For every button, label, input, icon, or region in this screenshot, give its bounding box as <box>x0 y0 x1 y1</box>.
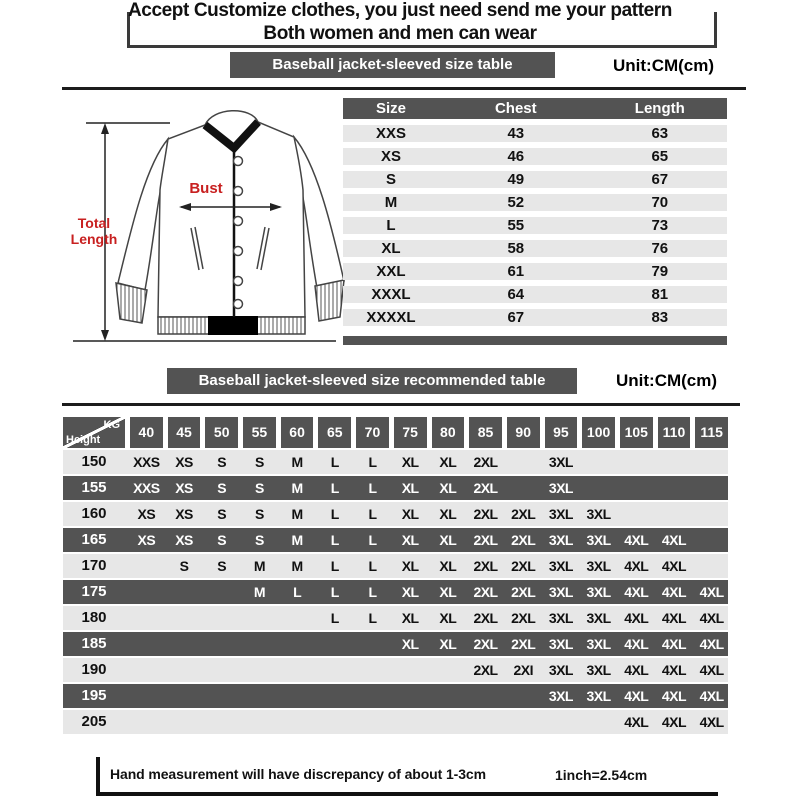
size-value-cell: L <box>368 558 377 574</box>
size-value-cell: 4XL <box>699 688 724 704</box>
recommended-table-row <box>63 580 728 604</box>
size-value-cell <box>356 710 389 734</box>
size-value-cell: XL <box>401 480 419 496</box>
size-value-cell: 2XL <box>473 558 498 574</box>
size-value-cell <box>394 710 427 734</box>
size-value-cell: M <box>253 584 265 600</box>
size-value-cell: 3XL <box>586 532 611 548</box>
size-value-cell: S <box>254 480 264 496</box>
size-cell: L <box>386 217 396 234</box>
recommended-table-row <box>63 450 728 474</box>
chest-cell: 46 <box>507 148 525 165</box>
size-value-cell <box>205 580 238 604</box>
size-value-cell <box>658 476 691 500</box>
size-value-cell: 3XL <box>548 532 573 548</box>
size-value-cell: 2XL <box>511 610 536 626</box>
customize-note-line1: Accept Customize clothes, you just need send me your pattern <box>127 0 672 21</box>
customize-note-line2: Both women and men can wear <box>263 23 537 44</box>
chest-cell: 52 <box>507 194 525 211</box>
length-cell: 70 <box>651 194 669 211</box>
recommended-table-row <box>63 528 728 552</box>
size-value-cell <box>168 632 201 656</box>
size-value-cell: 4XL <box>624 558 649 574</box>
size-value-cell <box>130 606 163 630</box>
weight-header-cell: 95 <box>545 417 578 448</box>
size-value-cell: 2XL <box>473 506 498 522</box>
footer-left-bar <box>96 757 100 793</box>
size-value-cell <box>130 710 163 734</box>
size-value-cell: S <box>254 454 264 470</box>
size-value-cell: 3XL <box>586 558 611 574</box>
size-value-cell: 2XL <box>511 558 536 574</box>
size-value-cell <box>281 606 314 630</box>
size-value-cell: XXS <box>133 480 160 496</box>
weight-header-cell: 55 <box>243 417 276 448</box>
recommended-table-row <box>63 554 728 578</box>
height-label-cell: 195 <box>81 687 107 704</box>
size-value-cell <box>695 476 728 500</box>
corner-height-label: Height <box>66 434 101 446</box>
jacket-diagram <box>48 95 348 357</box>
size-table-banner: Baseball jacket-sleeved size table <box>230 52 555 78</box>
size-value-cell: L <box>368 610 377 626</box>
size-value-cell: XL <box>439 636 457 652</box>
size-value-cell <box>130 554 163 578</box>
size-value-cell: 3XL <box>548 558 573 574</box>
size-value-cell <box>620 502 653 526</box>
size-value-cell: XS <box>137 506 156 522</box>
size-value-cell: S <box>179 558 189 574</box>
size-value-cell: 4XL <box>624 714 649 730</box>
recommended-table-row <box>63 476 728 500</box>
weight-header-cell: 80 <box>432 417 465 448</box>
size-value-cell: 2XL <box>473 662 498 678</box>
size-value-cell: S <box>217 532 227 548</box>
size-value-cell <box>658 502 691 526</box>
size-value-cell: XL <box>439 558 457 574</box>
size-value-cell <box>281 658 314 682</box>
size-value-cell: L <box>368 532 377 548</box>
height-label-cell: 180 <box>81 609 107 626</box>
size-value-cell: 3XL <box>548 506 573 522</box>
size-value-cell: M <box>291 558 303 574</box>
size-value-cell: S <box>254 532 264 548</box>
size-value-cell: XS <box>175 480 193 496</box>
size-value-cell: S <box>217 558 227 574</box>
size-table-body <box>343 125 727 326</box>
size-table-row <box>343 240 727 257</box>
chest-cell: 49 <box>507 171 525 188</box>
recommended-table-header <box>63 417 728 448</box>
size-value-cell <box>130 684 163 708</box>
total-length-label-1: Total <box>77 215 111 231</box>
size-value-cell: XL <box>401 610 419 626</box>
size-value-cell: L <box>368 480 377 496</box>
length-cell: 81 <box>651 286 669 303</box>
size-table-row <box>343 148 727 165</box>
recommended-table-row <box>63 710 728 734</box>
size-cell: XXXXL <box>366 309 416 326</box>
size-value-cell: S <box>217 454 227 470</box>
size-value-cell: L <box>330 480 339 496</box>
size-value-cell: 3XL <box>548 454 573 470</box>
size-table-footer-bar <box>343 336 727 345</box>
size-value-cell: XL <box>439 584 457 600</box>
size-value-cell: 4XL <box>661 584 687 600</box>
height-label-cell: 170 <box>81 557 107 574</box>
size-value-cell: XS <box>175 506 193 522</box>
size-value-cell: L <box>368 584 377 600</box>
size-value-cell <box>545 710 578 734</box>
size-value-cell: 3XL <box>586 610 611 626</box>
size-table-row <box>343 194 727 211</box>
size-value-cell: 4XL <box>699 584 724 600</box>
size-value-cell: M <box>253 558 265 574</box>
size-value-cell: 2XL <box>473 610 498 626</box>
size-value-cell: XL <box>401 532 419 548</box>
recommended-table-row <box>63 632 728 656</box>
size-value-cell: XL <box>401 506 419 522</box>
size-value-cell: 2XL <box>473 480 498 496</box>
jacket-right-cuff <box>315 280 344 321</box>
size-value-cell <box>130 580 163 604</box>
size-value-cell: 3XL <box>586 636 611 652</box>
size-value-cell <box>695 450 728 474</box>
size-value-cell: 4XL <box>624 532 649 548</box>
size-value-cell <box>695 528 728 552</box>
length-cell: 73 <box>651 217 669 234</box>
size-value-cell <box>582 450 615 474</box>
size-value-cell: XS <box>137 532 156 548</box>
size-table-row <box>343 263 727 280</box>
size-table-row <box>343 125 727 142</box>
size-value-cell: 4XL <box>624 662 649 678</box>
recommended-table-body <box>63 450 728 734</box>
size-value-cell: 3XL <box>548 610 573 626</box>
corner-kg-label: KG <box>103 419 120 431</box>
size-value-cell <box>318 710 351 734</box>
size-value-cell <box>620 450 653 474</box>
size-value-cell <box>356 684 389 708</box>
size-value-cell: S <box>254 506 264 522</box>
size-value-cell: 2XL <box>473 584 498 600</box>
size-value-cell: M <box>291 506 303 522</box>
size-value-cell: XL <box>439 480 457 496</box>
size-value-cell <box>205 606 238 630</box>
height-label-cell: 205 <box>81 713 107 730</box>
size-value-cell <box>281 684 314 708</box>
chest-cell: 43 <box>507 125 525 142</box>
size-value-cell: 4XL <box>699 714 724 730</box>
size-value-cell: L <box>330 558 339 574</box>
size-value-cell: XL <box>439 532 457 548</box>
size-value-cell <box>394 658 427 682</box>
size-value-cell: 4XL <box>661 558 687 574</box>
size-value-cell: L <box>330 584 339 600</box>
size-value-cell <box>432 658 465 682</box>
chest-cell: 64 <box>507 286 525 303</box>
size-value-cell: 3XL <box>586 688 611 704</box>
size-cell: XS <box>380 148 401 165</box>
size-value-cell: L <box>293 584 302 600</box>
recommended-table-row <box>63 658 728 682</box>
size-value-cell: 3XL <box>586 506 611 522</box>
weight-header-cell: 40 <box>130 417 163 448</box>
weight-header-cell: 45 <box>168 417 201 448</box>
size-value-cell: L <box>368 506 377 522</box>
size-value-cell: XL <box>401 558 419 574</box>
size-value-cell: 4XL <box>624 636 649 652</box>
height-label-cell: 155 <box>81 479 107 496</box>
size-value-cell: 2XL <box>511 506 536 522</box>
size-value-cell <box>318 632 351 656</box>
size-cell: M <box>384 194 398 211</box>
total-length-label-2: Length <box>70 231 118 247</box>
weight-header-cell: 60 <box>281 417 314 448</box>
unit-label-1: Unit:CM(cm) <box>613 56 715 75</box>
size-value-cell <box>205 710 238 734</box>
size-value-cell: M <box>291 454 303 470</box>
jacket-hem-patch <box>208 316 258 335</box>
length-cell: 83 <box>651 309 669 326</box>
size-value-cell: 4XL <box>661 714 687 730</box>
size-value-cell <box>318 684 351 708</box>
size-value-cell: L <box>330 610 339 626</box>
height-label-cell: 150 <box>81 453 107 470</box>
size-value-cell <box>168 580 201 604</box>
size-value-cell <box>507 710 540 734</box>
size-table-row <box>343 171 727 188</box>
size-value-cell <box>243 606 276 630</box>
size-value-cell <box>469 684 502 708</box>
size-value-cell: XL <box>401 584 419 600</box>
size-value-cell: M <box>291 480 303 496</box>
size-value-cell <box>168 606 201 630</box>
size-value-cell: 4XL <box>699 662 724 678</box>
size-value-cell: 3XL <box>548 662 573 678</box>
size-value-cell: 4XL <box>699 610 724 626</box>
size-value-cell: L <box>368 454 377 470</box>
recommended-table-banner: Baseball jacket-sleeved size recommended table <box>167 368 577 394</box>
divider-line-2 <box>62 403 740 406</box>
size-value-cell: 3XL <box>548 584 573 600</box>
size-value-cell: 3XL <box>548 688 573 704</box>
size-table-row <box>343 286 727 303</box>
size-value-cell <box>243 710 276 734</box>
weight-header-cell: 50 <box>205 417 238 448</box>
size-value-cell <box>243 658 276 682</box>
size-cell: XXL <box>376 263 406 280</box>
chest-cell: 67 <box>507 309 525 326</box>
weight-header-cell: 85 <box>469 417 502 448</box>
size-value-cell: 2XL <box>511 532 536 548</box>
size-value-cell <box>507 450 540 474</box>
size-value-cell: 2XL <box>473 454 498 470</box>
measurement-note: Hand measurement will have discrepancy of about 1-3cm <box>110 766 486 782</box>
size-value-cell: XL <box>439 610 457 626</box>
size-value-cell <box>432 684 465 708</box>
size-value-cell <box>432 710 465 734</box>
arrowhead-up <box>101 123 109 134</box>
length-cell: 67 <box>651 171 669 188</box>
size-value-cell <box>582 710 615 734</box>
size-value-cell: 2XI <box>513 662 533 678</box>
size-value-cell: L <box>330 506 339 522</box>
recommended-table-row <box>63 606 728 630</box>
footer-bottom-line <box>96 792 718 796</box>
size-value-cell <box>318 658 351 682</box>
weight-header-cell: 75 <box>394 417 427 448</box>
size-value-cell: 4XL <box>624 688 649 704</box>
size-value-cell <box>168 710 201 734</box>
size-table-row <box>343 217 727 234</box>
size-value-cell <box>243 684 276 708</box>
size-value-cell <box>356 632 389 656</box>
length-cell: 79 <box>651 263 669 280</box>
recommended-table <box>63 417 728 734</box>
size-value-cell: 2XL <box>511 636 536 652</box>
height-label-cell: 160 <box>81 505 107 522</box>
size-table-row <box>343 309 727 326</box>
size-value-cell <box>695 554 728 578</box>
height-label-cell: 165 <box>81 531 107 548</box>
size-value-cell: XXS <box>133 454 160 470</box>
length-cell: 65 <box>651 148 669 165</box>
size-value-cell: S <box>217 506 227 522</box>
size-value-cell: L <box>330 532 339 548</box>
size-table <box>343 98 727 326</box>
chest-cell: 58 <box>507 240 525 257</box>
chest-cell: 55 <box>507 217 525 234</box>
size-table-header <box>343 98 727 119</box>
kg-height-corner-cell <box>63 417 125 448</box>
size-value-cell: 3XL <box>586 584 611 600</box>
size-value-cell: 4XL <box>661 688 687 704</box>
size-table-col-chest: Chest <box>494 100 537 117</box>
size-value-cell <box>130 658 163 682</box>
height-label-cell: 190 <box>81 661 107 678</box>
size-cell: XXS <box>375 125 406 142</box>
size-value-cell: XL <box>439 506 457 522</box>
size-value-cell: M <box>291 532 303 548</box>
size-value-cell: 3XL <box>548 480 573 496</box>
size-value-cell: XS <box>175 454 193 470</box>
height-label-cell: 175 <box>81 583 107 600</box>
size-value-cell <box>658 450 691 474</box>
size-value-cell <box>205 632 238 656</box>
weight-header-cell: 90 <box>507 417 540 448</box>
size-value-cell: 4XL <box>661 662 687 678</box>
size-value-cell <box>394 684 427 708</box>
size-value-cell: XL <box>401 454 419 470</box>
size-table-col-length: Length <box>634 100 685 117</box>
size-value-cell <box>620 476 653 500</box>
length-cell: 76 <box>651 240 669 257</box>
size-value-cell <box>582 476 615 500</box>
inch-conversion: 1inch=2.54cm <box>555 767 648 783</box>
unit-label-2: Unit:CM(cm) <box>616 371 718 390</box>
weight-header-cell: 110 <box>658 417 691 448</box>
chest-cell: 61 <box>507 263 525 280</box>
size-value-cell <box>695 502 728 526</box>
size-cell: S <box>385 171 396 188</box>
size-value-cell: 4XL <box>661 636 687 652</box>
size-value-cell: 2XL <box>473 636 498 652</box>
size-value-cell: 2XL <box>511 584 536 600</box>
size-table-col-size: Size <box>375 100 406 117</box>
size-value-cell <box>281 710 314 734</box>
size-value-cell <box>205 684 238 708</box>
size-value-cell <box>168 658 201 682</box>
length-cell: 63 <box>651 125 669 142</box>
size-value-cell: 4XL <box>661 610 687 626</box>
weight-header-cell: 70 <box>356 417 389 448</box>
size-value-cell: 4XL <box>624 584 649 600</box>
size-cell: XL <box>381 240 401 257</box>
size-value-cell: 3XL <box>548 636 573 652</box>
size-value-cell <box>356 658 389 682</box>
size-value-cell <box>507 476 540 500</box>
size-value-cell: 2XL <box>473 532 498 548</box>
size-value-cell: L <box>330 454 339 470</box>
weight-header-cell: 115 <box>695 417 728 448</box>
size-value-cell: 3XL <box>586 662 611 678</box>
size-value-cell: XL <box>439 454 457 470</box>
size-cell: XXXL <box>371 286 411 303</box>
size-value-cell <box>507 684 540 708</box>
size-value-cell <box>205 658 238 682</box>
bust-label: Bust <box>189 180 223 197</box>
weight-header-cell: 100 <box>582 417 615 448</box>
size-value-cell <box>469 710 502 734</box>
jacket-left-cuff <box>116 283 147 323</box>
size-value-cell: XS <box>175 532 193 548</box>
arrowhead-down <box>101 330 109 341</box>
size-value-cell: XL <box>401 636 419 652</box>
size-value-cell: 4XL <box>624 610 649 626</box>
size-value-cell: S <box>217 480 227 496</box>
size-value-cell <box>168 684 201 708</box>
size-value-cell: 4XL <box>661 532 687 548</box>
recommended-table-row <box>63 502 728 526</box>
weight-header-cell: 65 <box>318 417 351 448</box>
recommended-table-row <box>63 684 728 708</box>
size-value-cell <box>130 632 163 656</box>
divider-line-1 <box>62 87 746 90</box>
size-value-cell: 4XL <box>699 636 724 652</box>
height-label-cell: 185 <box>81 635 107 652</box>
size-value-cell <box>281 632 314 656</box>
size-value-cell <box>243 632 276 656</box>
weight-header-cell: 105 <box>620 417 653 448</box>
